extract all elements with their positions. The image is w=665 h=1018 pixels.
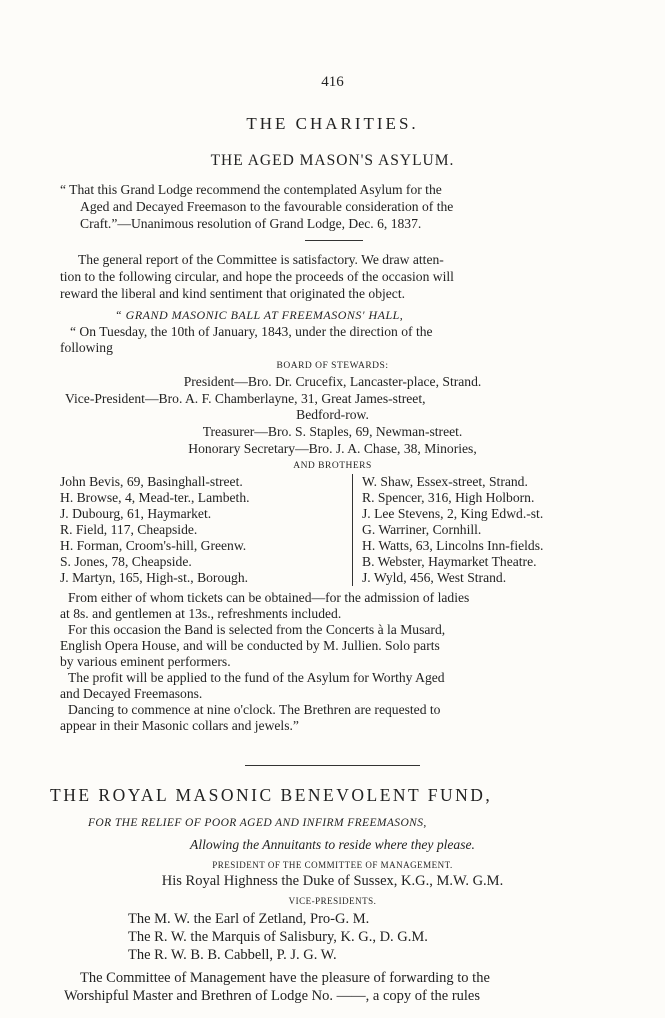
final-line: Worshipful Master and Brethren of Lodge No. ——, a copy of the rules [64, 988, 481, 1004]
report-line: tion to the following circular, and hope the proceeds of the occasion will [60, 269, 454, 284]
resolution-line: Craft.”—Unanimous resolution of Grand Lodge, Dec. 6, 1837. [80, 216, 422, 231]
president-line: His Royal Highness the Duke of Sussex, K.G., M.W. G.M. [161, 873, 504, 889]
closing-line: by various eminent performers. [60, 654, 231, 669]
section-divider [245, 765, 420, 766]
steward-right: B. Webster, Haymarket Theatre. [362, 554, 537, 569]
steward-left: S. Jones, 78, Cheapside. [60, 554, 192, 569]
steward-left: John Bevis, 69, Basinghall-street. [60, 474, 243, 489]
vice-president-line: The M. W. the Earl of Zetland, Pro-G. M. [128, 911, 370, 927]
closing-line: Dancing to commence at nine o'clock. The Brethren are requested to [68, 702, 441, 717]
vice-president-line: The R. W. B. B. Cabbell, P. J. G. W. [128, 947, 337, 963]
report-line: reward the liberal and kind sentiment that originated the object. [60, 286, 406, 301]
ball-heading: “ GRAND MASONIC BALL AT FREEMASONS' HALL, [115, 308, 404, 322]
president-heading: PRESIDENT OF THE COMMITTEE OF MANAGEMENT. [212, 860, 453, 870]
vice-president-line: The R. W. the Marquis of Salisbury, K. G., D. G.M. [128, 929, 428, 945]
steward-right: G. Warriner, Cornhill. [362, 522, 482, 537]
fund-subtitle: FOR THE RELIEF OF POOR AGED AND INFIRM FREEMASONS, [88, 817, 427, 829]
officer-line: Bedford-row. [296, 407, 369, 422]
final-line: The Committee of Management have the pleasure of forwarding to the [80, 970, 490, 986]
steward-left: J. Dubourg, 61, Haymarket. [60, 506, 212, 521]
officer-line: President—Bro. Dr. Crucefix, Lancaster-place, Strand. [183, 374, 482, 389]
column-divider [352, 474, 353, 586]
closing-line: From either of whom tickets can be obtained—for the admission of ladies [68, 590, 470, 605]
ball-intro-line: “ On Tuesday, the 10th of January, 1843, under the direction of the [70, 324, 433, 339]
fund-note: Allowing the Annuitants to reside where they please. [190, 837, 475, 852]
steward-right: J. Wyld, 456, West Strand. [362, 570, 507, 585]
section-title: THE CHARITIES. [246, 114, 419, 133]
resolution-line: Aged and Decayed Freemason to the favourable consideration of the [80, 199, 454, 214]
divider [305, 240, 363, 241]
vice-presidents-heading: VICE-PRESIDENTS. [288, 896, 377, 906]
fund-title: THE ROYAL MASONIC BENEVOLENT FUND, [50, 785, 493, 805]
officer-line: Honorary Secretary—Bro. J. A. Chase, 38, Minories, [188, 441, 477, 456]
closing-line: English Opera House, and will be conducted by M. Jullien. Solo parts [60, 638, 440, 653]
steward-left: H. Forman, Croom's-hill, Greenw. [60, 538, 247, 553]
steward-right: W. Shaw, Essex-street, Strand. [362, 474, 528, 489]
resolution-line: “ That this Grand Lodge recommend the contemplated Asylum for the [60, 182, 442, 197]
steward-left: R. Field, 117, Cheapside. [60, 522, 198, 537]
asylum-title: THE AGED MASON'S ASYLUM. [210, 152, 455, 169]
officer-line: Vice-President—Bro. A. F. Chamberlayne, 31, Great James-street, [65, 391, 426, 406]
page-number: 416 [321, 74, 344, 90]
board-heading: BOARD OF STEWARDS: [276, 361, 389, 371]
steward-right: R. Spencer, 316, High Holborn. [362, 490, 535, 505]
steward-right: H. Watts, 63, Lincolns Inn-fields. [362, 538, 544, 553]
closing-line: and Decayed Freemasons. [60, 686, 203, 701]
closing-line: For this occasion the Band is selected from the Concerts à la Musard, [68, 622, 446, 637]
steward-right: J. Lee Stevens, 2, King Edwd.-st. [362, 506, 544, 521]
report-line: The general report of the Committee is satisfactory. We draw atten- [78, 252, 444, 267]
closing-line: The profit will be applied to the fund of the Asylum for Worthy Aged [68, 670, 445, 685]
steward-left: J. Martyn, 165, High-st., Borough. [60, 570, 249, 585]
closing-line: appear in their Masonic collars and jewels.” [60, 718, 299, 733]
and-brothers-heading: AND BROTHERS [293, 461, 372, 471]
closing-line: at 8s. and gentlemen at 13s., refreshments included. [60, 606, 342, 621]
ball-intro-line: following [60, 340, 113, 355]
officer-line: Treasurer—Bro. S. Staples, 69, Newman-street. [202, 424, 463, 439]
steward-left: H. Browse, 4, Mead-ter., Lambeth. [60, 490, 250, 505]
